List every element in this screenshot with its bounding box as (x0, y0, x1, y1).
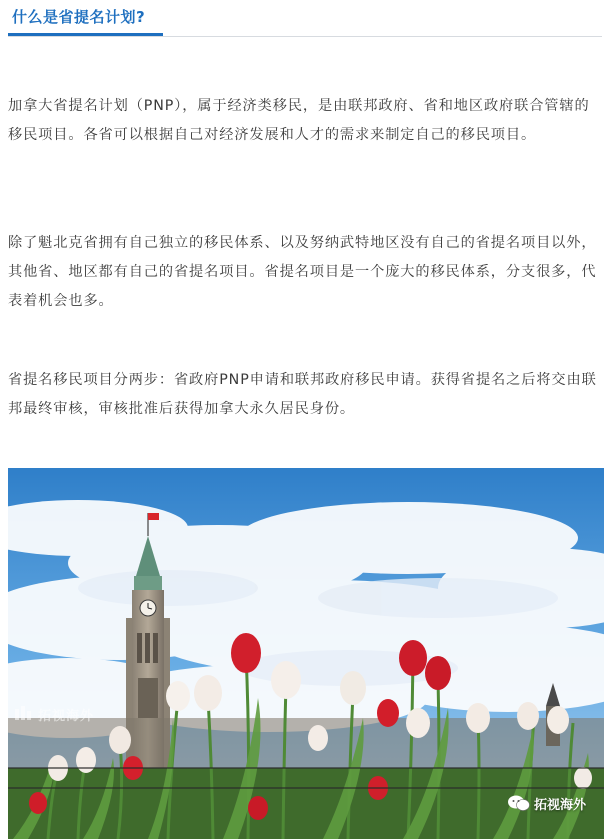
section-header (8, 0, 163, 38)
brand-watermark (507, 792, 599, 814)
section-divider (8, 36, 602, 37)
paragraph-exceptions: 除了魁北克省拥有自己独立的移民体系、以及努纳武特地区没有自己的省提名项目以外，其他省、地区都有自己的省提名项目。省提名项目是一个庞大的移民体系，分支很多，代表着机会也多。 (8, 235, 597, 309)
article-photo (8, 468, 604, 839)
watermark-logo-icon (14, 705, 34, 721)
image-watermark-left: 拓视海外 (38, 709, 95, 724)
section-title: 什么是省提名计划? (12, 8, 146, 26)
wechat-icon (507, 794, 531, 812)
paragraph-intro: 加拿大省提名计划（PNP），属于经济类移民，是由联邦政府、省和地区政府联合管辖的移民项目。各省可以根据自己对经济发展和人才的需求来制定自己的移民项目。 (8, 98, 590, 143)
brand-watermark-text: 拓视海外 (534, 798, 587, 813)
paragraph-steps: 省提名移民项目分两步：省政府PNP申请和联邦政府移民申请。获得省提名之后将交由联邦最终审核，审核批准后获得加拿大永久居民身份。 (8, 372, 597, 417)
